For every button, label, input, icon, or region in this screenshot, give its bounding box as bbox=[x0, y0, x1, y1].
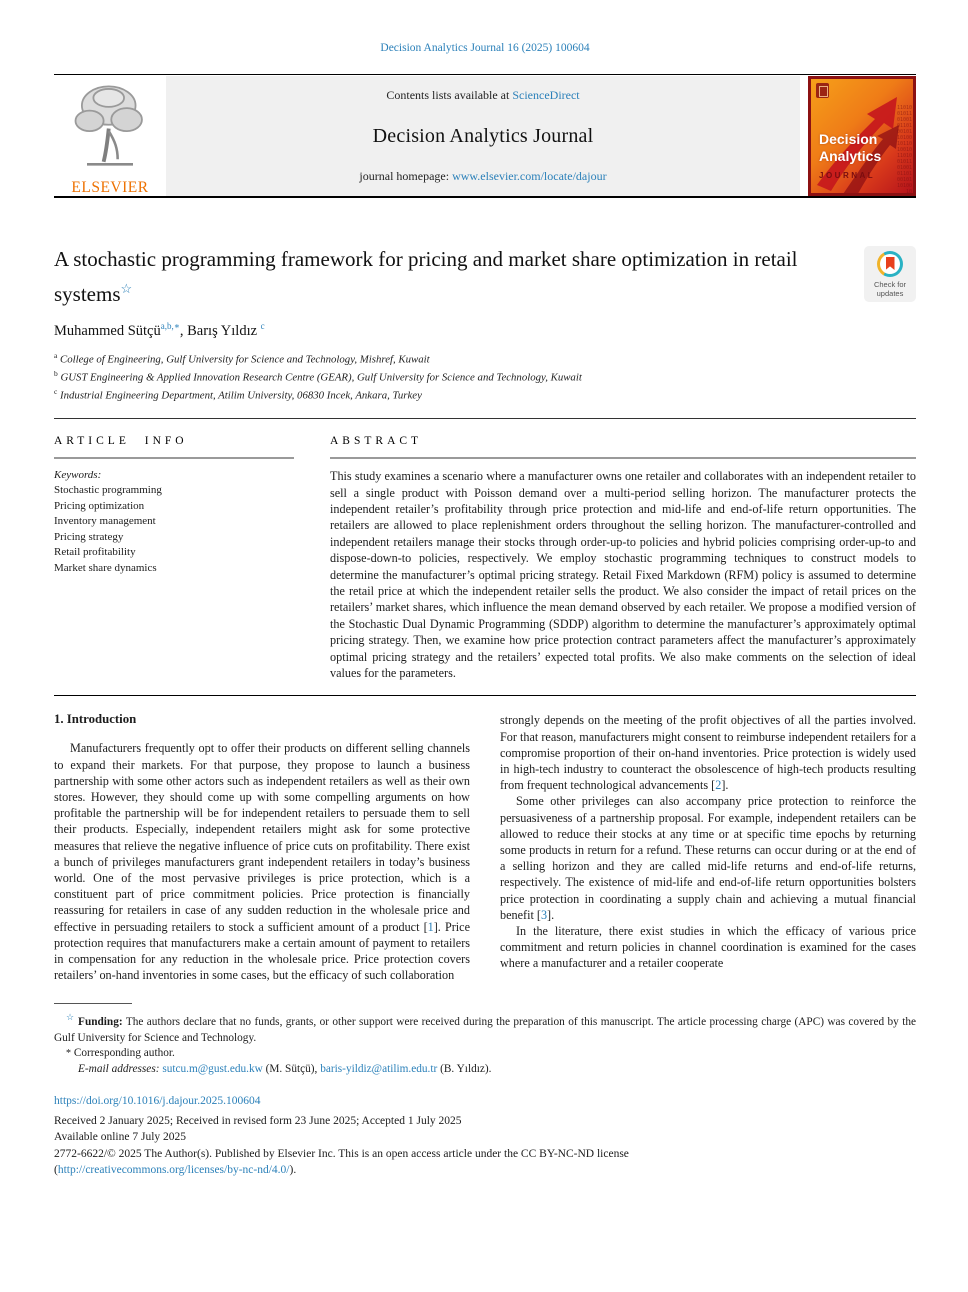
affiliation-a: $^a$ College of Engineering, Gulf University for Science and Technology, Mishref, Kuwait bbox=[54, 350, 430, 366]
email-link-sutcu[interactable]: sutcu.m@gust.edu.kw bbox=[162, 1062, 263, 1075]
license-line: (http://creativecommons.org/licenses/by-nc-nd/4.0/). bbox=[54, 1164, 297, 1177]
page-title: A stochastic programming framework for pricing and market share optimization in retail systems☆ bbox=[54, 247, 798, 306]
article-info-heading: ARTICLE INFO bbox=[54, 435, 188, 448]
footnotes bbox=[54, 1010, 916, 1077]
body-text bbox=[54, 712, 916, 983]
author-2-sup[interactable]: c bbox=[260, 321, 265, 331]
citation-ref-2[interactable]: 2 bbox=[715, 778, 722, 793]
journal-citation-link[interactable]: Decision Analytics Journal 16 (2025) 100604 bbox=[380, 42, 590, 54]
cover-elsevier-mark bbox=[816, 83, 829, 98]
received-dates: Received 2 January 2025; Received in revised form 23 June 2025; Accepted 1 July 2025 bbox=[54, 1114, 462, 1127]
cover-journal-word: JOURNAL bbox=[819, 171, 876, 180]
homepage-line bbox=[359, 169, 606, 184]
funding-note: ☆ Funding: The authors declare that no funds, grants, or other support were received during the preparation of this manuscript. The article processing charge (APC) was covered by the Gulf University for Science and Technology. bbox=[54, 1012, 916, 1044]
intro-paragraph-3: In the literature, there exist studies in which the efficacy of various price commitment and return policies in channel coordination is examined for the cases where a manufacturer and a retailer cooperate bbox=[500, 924, 916, 971]
section-1-heading: 1. Introduction bbox=[54, 712, 137, 727]
affiliations bbox=[54, 349, 916, 403]
elsevier-logo bbox=[54, 76, 166, 196]
abstract-panel bbox=[330, 435, 916, 681]
homepage-link[interactable]: www.elsevier.com/locate/dajour bbox=[452, 169, 607, 183]
keyword: Stochastic programming bbox=[54, 484, 162, 497]
elsevier-wordmark: ELSEVIER bbox=[71, 179, 149, 196]
journal-name: Decision Analytics Journal bbox=[372, 124, 594, 147]
footnote-divider bbox=[54, 1003, 132, 1004]
author-list: Muhammed Sütçü$^{a,b,∗}$, Barış Yıldız $^c$ bbox=[54, 321, 265, 339]
email-addresses: E-mail addresses: sutcu.m@gust.edu.kw (M. Sütçü), baris-yildiz@atilim.edu.tr (B. Yıldız). bbox=[78, 1062, 492, 1075]
section-divider-bottom bbox=[54, 695, 916, 696]
citation-ref-3[interactable]: 3 bbox=[540, 907, 548, 922]
check-updates-icon bbox=[877, 251, 903, 277]
article-info-panel bbox=[54, 435, 294, 681]
available-online: Available online 7 July 2025 bbox=[54, 1131, 187, 1144]
article-info-rule bbox=[54, 457, 294, 459]
section-divider-top bbox=[54, 418, 916, 419]
keyword: Retail profitability bbox=[54, 546, 136, 559]
masthead-bottom-rule bbox=[54, 196, 916, 198]
cover-title: Decision Analytics bbox=[819, 131, 882, 164]
author-2: Barış Yıldız bbox=[187, 322, 258, 339]
intro-paragraph-1: Manufacturers frequently opt to offer their products on different selling channels to expand their markets. For that purpose, they propose to launch a business partnership with some other actors such as independent retailers as well as their own stores. However, they should come up with some compelling arguments on how profitable the partnership will be for independent retailers to persuade them to sell their products. Especially, independent retailers might ask for some protective measures that relieve the negative influence of price cuts on profitability. There exist a bunch of privileges manufacturers grant independent retailers in today’s business world. One of the most pervasive privileges is price protection, which is a constituent part of price commitment policies. Price protection is financially reassuring for retailers in case of any sudden reduction in the wholesale price and effective in persuading retailers to stock a sufficient amount of a product [1]. Price protection requires that manufacturers make a certain amount of payment to retailers in compensation for any reduction in the wholesale price. Price protection covers retailers’ on-hand inventories in some cases, but the efficacy of such collaboration bbox=[54, 741, 470, 983]
article-footer bbox=[54, 1093, 916, 1179]
sciencedirect-link[interactable]: ScienceDirect bbox=[512, 88, 580, 102]
contents-text: Contents lists available at bbox=[386, 88, 513, 102]
body-left-column bbox=[54, 712, 470, 983]
bookmark-icon bbox=[886, 257, 895, 270]
masthead-center-panel bbox=[166, 76, 800, 196]
abstract-text: This study examines a scenario where a manufacturer owns one retailer and collaborates with an independent retailer to sell a single product with Poisson demand over a multi-period selling horizon. The manufacturer protects the independent retailer’s profitability through price protection and mid-life and end-of-life return opportunities. The retailers are allowed to place replenishment orders throughout the selling horizon. The manufacturer-controlled and independent retailers manage their stocks through order-up-to policies and hybrid policies comprising order-up-to and dispose-down-to policies, respectively. We employ stochastic programming techniques to construct models to determine the manufacturer’s optimal pricing strategy. Retail Fixed Markdown (RFM) policy is assumed to determine the retail price at which the independent retailer sells the product. We also consider the impact of retail prices on the retailers’ market shares, which influence the mean demand observed by each retailer. We propose a modified version of the Stochastic Dual Dynamic Programming (SDDP) algorithm to determine the manufacturer’s approximately optimal pricing strategy. Then, we examine how price protection contract parameters affect the manufacturer’s approximately optimal pricing strategy and the retailers’ expected total profits. We also make comments on the selection of ideal values for the parameters. bbox=[330, 469, 916, 680]
citation-ref-1[interactable]: 1 bbox=[427, 919, 434, 934]
abstract-rule bbox=[330, 457, 916, 459]
check-updates-label: Check for updates bbox=[873, 280, 907, 298]
keyword: Pricing strategy bbox=[54, 530, 124, 543]
abstract-heading: ABSTRACT bbox=[330, 435, 423, 448]
author-1: Muhammed Sütçü bbox=[54, 322, 161, 339]
doi-link[interactable]: https://doi.org/10.1016/j.dajour.2025.100604 bbox=[54, 1095, 261, 1108]
masthead-top-rule bbox=[54, 74, 916, 75]
copyright-line: 2772-6622/© 2025 The Author(s). Published by Elsevier Inc. This is an open access article under the CC BY-NC-ND license bbox=[54, 1147, 629, 1160]
body-right-column bbox=[500, 712, 916, 983]
contents-line bbox=[386, 88, 579, 103]
homepage-label: journal homepage: bbox=[359, 169, 453, 183]
intro-paragraph-1-cont: strongly depends on the meeting of the profit objectives of all the parties involved. For that reason, manufacturers might consent to reimburse independent retailers for a compromise proportion of their on-hand inventories. Price protection is widely used in high-tech industry to counteract the obsolescence of high-tech products resulting from frequent technological advancements [2]. bbox=[500, 713, 916, 793]
journal-cover-thumbnail bbox=[808, 76, 916, 196]
corresponding-author-note: * Corresponding author. bbox=[66, 1047, 175, 1060]
keyword: Pricing optimization bbox=[54, 499, 145, 512]
author-1-sup[interactable]: a,b,∗ bbox=[160, 321, 180, 331]
cover-binary-pattern: 110100101101001011010010110100101101001011010010110100101101001011010010 bbox=[896, 105, 912, 195]
keyword: Inventory management bbox=[54, 515, 156, 528]
keyword: Market share dynamics bbox=[54, 561, 157, 574]
keywords-label: Keywords: bbox=[54, 469, 102, 482]
email-link-yildiz[interactable]: baris-yildiz@atilim.edu.tr bbox=[320, 1062, 438, 1075]
license-link[interactable]: http://creativecommons.org/licenses/by-nc-nd/4.0/ bbox=[57, 1164, 290, 1177]
title-footnote-star: ☆ bbox=[120, 281, 133, 296]
affiliation-b: $^b$ GUST Engineering & Applied Innovation Research Centre (GEAR), Gulf University for Science and Technology, Kuwait bbox=[54, 368, 582, 384]
check-for-updates-badge[interactable] bbox=[864, 246, 916, 302]
intro-paragraph-2: Some other privileges can also accompany price protection to reinforce the persuasiveness of a partnership proposal. For example, independent retailers can be allowed to reduce their stocks at any time or at specific time epochs by returning some products in return for a refund. These returns can occur during or at the end of a selling horizon and they are called mid-life returns and end-of-life returns, respectively. The existence of mid-life and end-of-life return opportunities bolsters price protection in coordinating a supply chain and achieving a mutual financial benefit [3]. bbox=[500, 794, 916, 922]
masthead bbox=[54, 76, 916, 196]
elsevier-tree-icon bbox=[68, 80, 152, 177]
affiliation-c: $^c$ Industrial Engineering Department, Atilim University, 06830 Incek, Ankara, Turkey bbox=[54, 387, 422, 402]
